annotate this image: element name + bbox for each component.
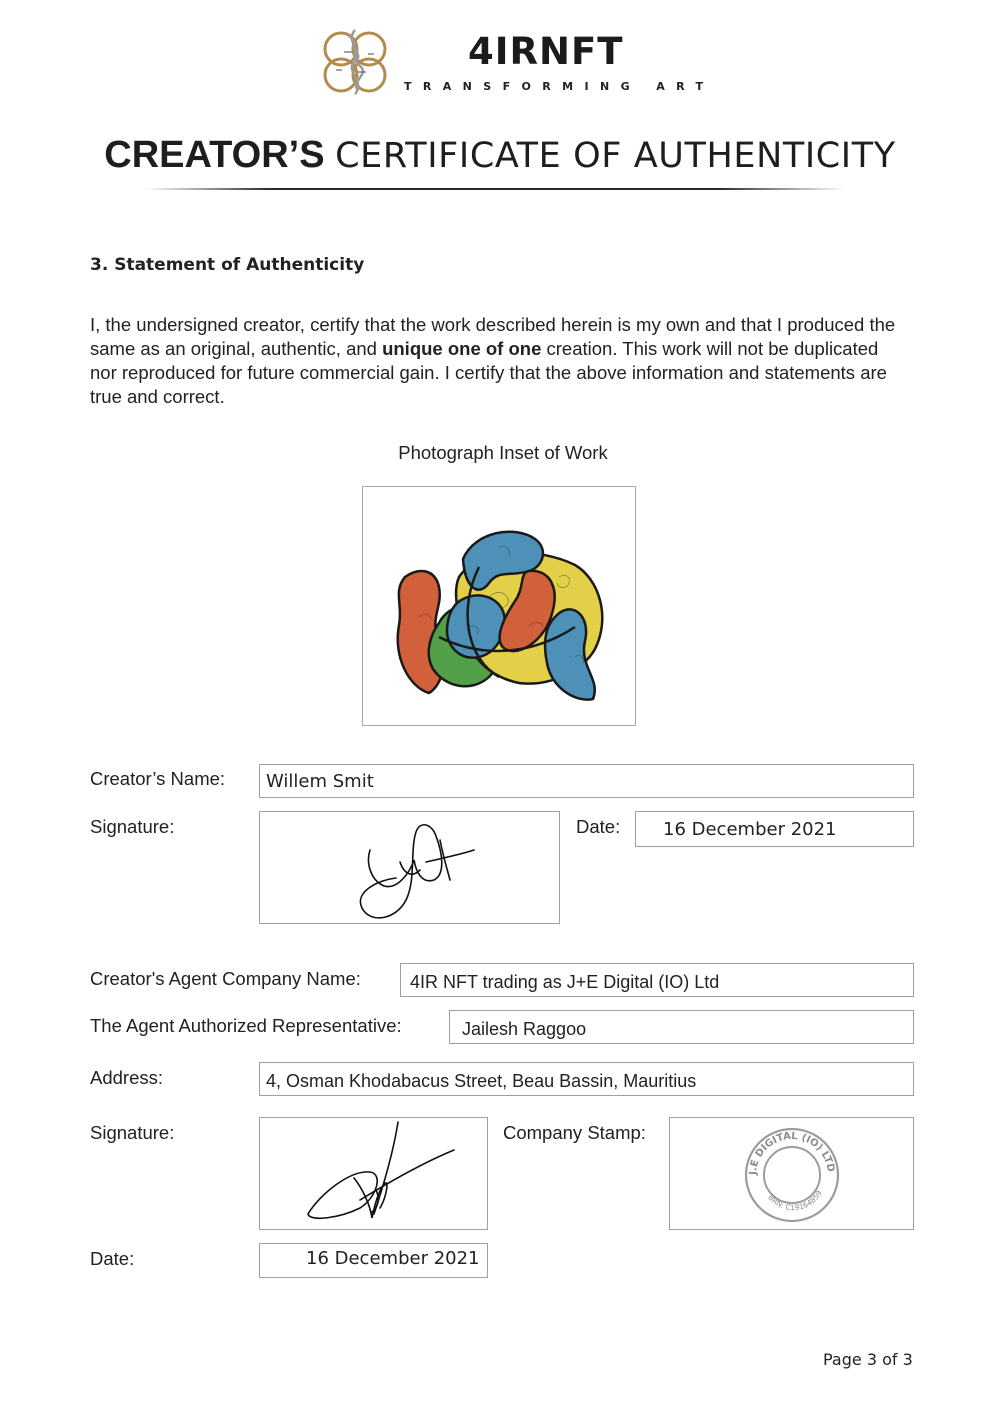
creator-date-field[interactable]: [635, 811, 914, 847]
agent-date-label: Date:: [90, 1248, 135, 1269]
certificate-title-bold: CREATOR’S: [104, 134, 325, 176]
creator-signature-box[interactable]: [259, 811, 560, 924]
statement-text-start: I, the undersigned creator, certify that the work described herein is my own and that I produced the same as an original, authentic, and: [90, 314, 896, 359]
creator-signature-label: Signature:: [90, 816, 175, 837]
section-heading: 3. Statement of Authenticity: [90, 255, 365, 275]
infinity-knot-logo-icon: [314, 22, 396, 102]
statement-text-end: creation. This work will not be duplicated nor reproduced for future commercial gain. I certify that the above information and statements are true and correct.: [90, 338, 887, 407]
agent-rep-value: Jailesh Raggoo: [462, 1019, 587, 1039]
agent-company-value: 4IR NFT trading as J+E Digital (IO) Ltd: [410, 972, 720, 992]
statement-paragraph: [90, 313, 910, 409]
company-stamp-box[interactable]: [669, 1117, 914, 1230]
artwork-image: [379, 507, 619, 707]
agent-signature-box[interactable]: [259, 1117, 488, 1230]
artwork-photo-frame: [362, 486, 636, 726]
brand-tagline: TRANSFORMING ART: [404, 80, 715, 93]
certificate-title: [0, 134, 1000, 177]
statement-text-bold: unique one of one: [382, 338, 542, 359]
creator-name-value: Willem Smit: [266, 771, 374, 792]
agent-signature-label: Signature:: [90, 1122, 175, 1143]
address-label: Address:: [90, 1067, 164, 1088]
agent-date-field[interactable]: [259, 1243, 488, 1278]
creator-date-label: Date:: [576, 816, 621, 837]
title-divider: [145, 188, 845, 190]
creator-signature-image: [340, 800, 480, 928]
stamp-company-text: J.E DIGITAL (IO) LTD: [747, 1130, 836, 1176]
company-stamp-label: Company Stamp:: [503, 1122, 646, 1143]
creator-date-value: 16 December 2021: [663, 819, 837, 840]
address-value: 4, Osman Khodabacus Street, Beau Bassin, Mauritius: [266, 1071, 697, 1091]
agent-rep-label: The Agent Authorized Representative:: [90, 1015, 402, 1036]
agent-company-label: Creator's Agent Company Name:: [90, 968, 361, 989]
stamp-brn-text: BRN: C19164859: [766, 1188, 824, 1213]
certificate-title-rest: CERTIFICATE OF AUTHENTICITY: [335, 136, 896, 176]
agent-date-value: 16 December 2021: [306, 1248, 480, 1269]
page-number: Page 3 of 3: [823, 1350, 913, 1369]
agent-rep-field[interactable]: [449, 1010, 914, 1044]
photo-caption: Photograph Inset of Work: [398, 442, 608, 463]
agent-company-field[interactable]: [400, 963, 914, 997]
brand-name: 4IRNFT: [468, 30, 624, 73]
creator-name-label: Creator’s Name:: [90, 768, 226, 789]
creator-name-field[interactable]: [259, 764, 914, 798]
company-stamp-seal: [742, 1125, 842, 1225]
address-field[interactable]: [259, 1062, 914, 1096]
agent-signature-image: [300, 1118, 460, 1230]
